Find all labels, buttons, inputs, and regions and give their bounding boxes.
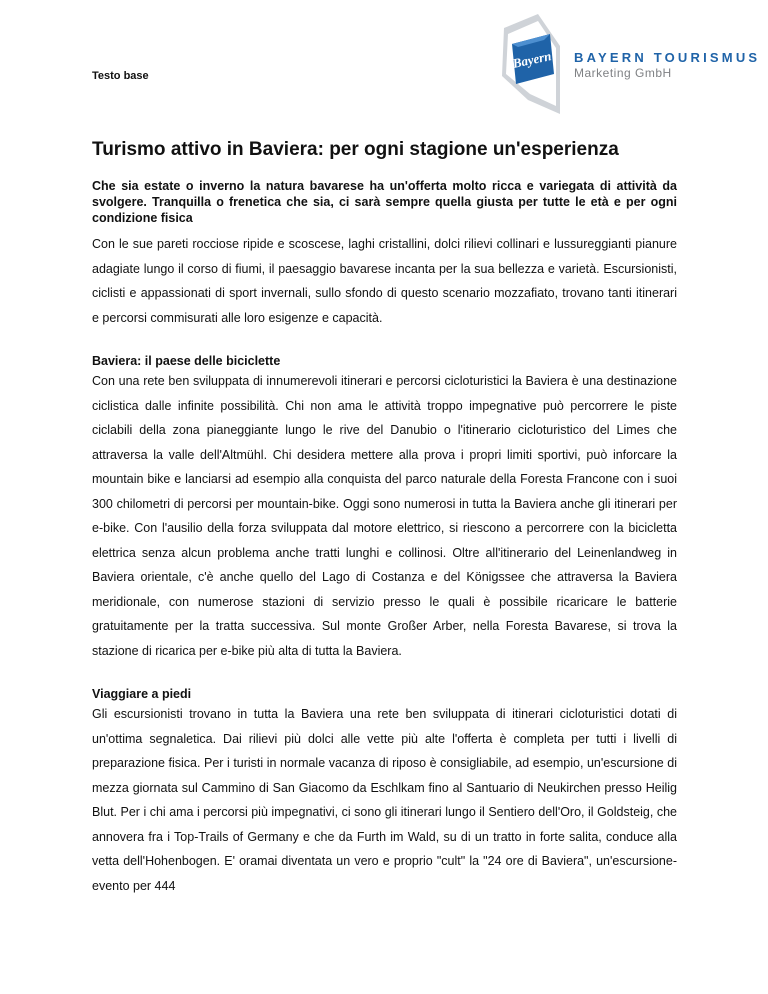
section-body-cycling: Con una rete ben sviluppata di innumerevoli itinerari e percorsi cicloturistici la Baviera è una destinazione ciclistica dalle infinite possibilità. Chi non ama le attività troppo impegnative può percorrere le piste ciclabili della zona pianeggiante lungo le rive del Danubio o l'itinerario cicloturistico del Limes che attraversa la valle dell'Altmühl. Chi desidera mettere alla prova i propri limiti sportivi, può inforcare la mountain bike e lanciarsi ad esempio alla conquista del parco naturale della Foresta Francone con i suoi 300 chilometri di percorsi per mountain-bike. Oggi sono numerosi in tutta la Baviera anche gli itinerari per e-bike. Con l'ausilio della forza sviluppata dal motore elettrico, si riescono a percorrere con la bicicletta elettrica senza alcun problema anche tratti lunghi e collinosi. Oltre all'itinerario del Leinenlandweg in Baviera orientale, c'è anche quello del Lago di Costanza e del Königssee che attraversa la Baviera meridionale, con numerose stazioni di servizio presso le quali è possibile ricaricare le batterie gratuitamente per la tratta successiva. Sul monte Großer Arber, nella Foresta Bavarese, si trova la stazione di ricarica per e-bike più alta di tutta la Baviera. — [92, 374, 677, 658]
intro-paragraph: Con le sue pareti rocciose ripide e scoscese, laghi cristallini, dolci rilievi collinari e lussureggianti pianure adagiate lungo il corso di fiumi, il paesaggio bavarese incanta per la sua bellezza e varietà. Escursionisti, ciclisti e appassionati di sport invernali, sullo sfondo di questo scenario mozzafiato, trovano tanti itinerari e percorsi commisurati alle loro esigenze e capacità. — [92, 237, 677, 325]
bayern-tourismus-logo — [498, 14, 761, 114]
document-content — [92, 137, 677, 898]
document-type-label: Testo base — [92, 70, 149, 82]
section-body-hiking: Gli escursionisti trovano in tutta la Baviera una rete ben sviluppata di itinerari cicloturistici dotati di un'ottima segnaletica. Dai rilievi più dolci alle vette più alte l'offerta è completa per tutti i livelli di preparazione fisica. Per i turisti in normale vacanza di riposo è consigliabile, ad esempio, un'escursione di mezza giornata sul Cammino di San Giacomo da Eschlkam fino al Santuario di Neukirchen presso Heilig Blut. Per i chi ama i percorsi più impegnativi, ci sono gli itinerari lungo il Sentiero dell'Oro, il Goldsteig, che annovera fra i Top-Trails of Germany e che da Furth im Wald, su di un tratto in forte salita, conduce alla vetta dell'Hohenbogen. E' oramai diventata un vero e proprio "cult" la "24 ore di Baviera", un'escursione-evento per 444 — [92, 707, 677, 893]
section-heading-cycling: Baviera: il paese delle biciclette — [92, 354, 281, 368]
logo-company-name: Marketing GmbH — [574, 66, 672, 80]
bayern-emblem-icon — [498, 14, 564, 114]
logo-emblem-text: Bayern — [511, 48, 553, 71]
logo-wordmark — [574, 50, 760, 81]
logo-brand-name: BAYERN TOURISMUS — [574, 50, 761, 65]
document-title: Turismo attivo in Baviera: per ogni stagione un'esperienza — [92, 139, 619, 160]
section-heading-hiking: Viaggiare a piedi — [92, 687, 192, 701]
lead-paragraph: Che sia estate o inverno la natura bavarese ha un'offerta molto ricca e variegata di attività da svolgere. Tranquilla o frenetica che sia, ci sarà sempre quella giusta per tutte le età e per ogni condizione fisica — [92, 179, 677, 225]
